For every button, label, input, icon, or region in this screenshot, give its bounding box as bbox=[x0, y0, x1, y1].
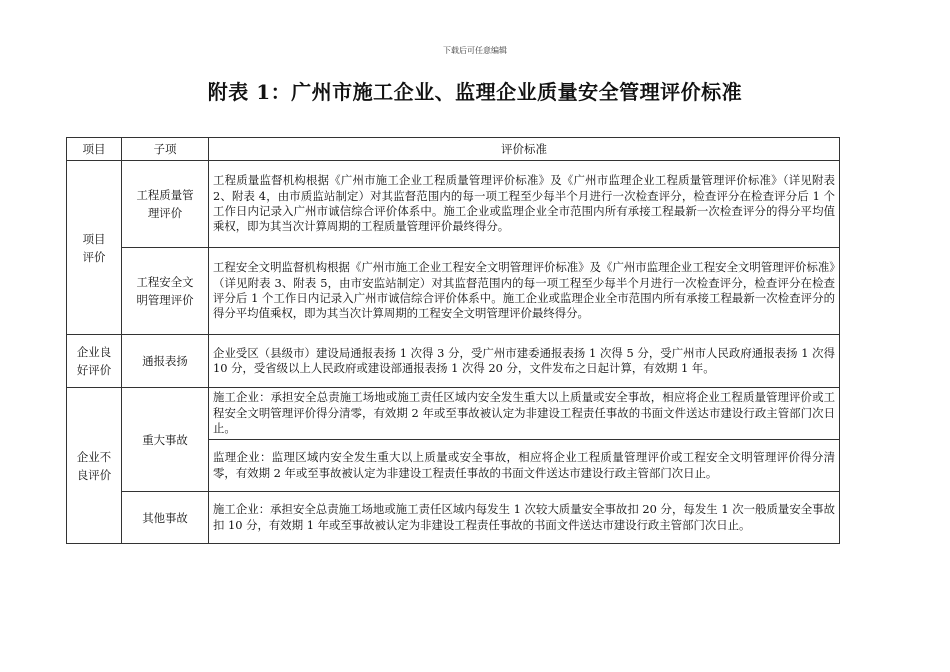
table-row-major-accident-construction bbox=[67, 388, 840, 440]
evaluation-table bbox=[66, 137, 840, 544]
column-header-project: 项目 bbox=[67, 138, 122, 161]
criteria-quality-management: 工程质量监督机构根据《广州市施工企业工程质量管理评价标准》及《广州市监理企业工程质量管理评价标准》（详见附表 2、附表 4，由市质监站制定）对其监督范围内的每一项工程至少每半个月进行一次检查评分，检查评分在检查评分后 1 个工作日内记录入广州市诚信综合评价体系中。施工企业或监理企业全市范围内所有承接工程最新一次检查评分的得分平均值乘权，即为其当次计算周期的工程质量管理评价最终得分。 bbox=[209, 161, 840, 248]
criteria-other-accident: 施工企业：承担安全总责施工场地或施工责任区域内每发生 1 次较大质量安全事故扣 20 分，每发生 1 次一般质量安全事故扣 10 分，有效期 1 年或至事故被认定为非建设工程责任事故的书面文件送达市建设行政主管部门次日止。 bbox=[209, 492, 840, 544]
table-header-row bbox=[67, 138, 840, 161]
category-bad-eval: 企业不 良评价 bbox=[67, 388, 122, 544]
subitem-quality-management: 工程质量管 理评价 bbox=[122, 161, 209, 248]
subitem-safety-management: 工程安全文 明管理评价 bbox=[122, 248, 209, 335]
category-good-eval: 企业良 好评价 bbox=[67, 335, 122, 388]
criteria-major-accident-supervision: 监理企业：监理区域内安全发生重大以上质量或安全事故，相应将企业工程质量管理评价或工程安全文明管理评价得分清零，有效期 2 年或至事故被认定为非建设工程责任事故的书面文件送达市建设行政主管部门次日止。 bbox=[209, 440, 840, 492]
criteria-major-accident-construction: 施工企业：承担安全总责施工场地或施工责任区域内安全发生重大以上质量或安全事故，相应将企业工程质量管理评价或工程安全文明管理评价得分清零，有效期 2 年或至事故被认定为非建设工程责任事故的书面文件送达市建设行政主管部门次日止。 bbox=[209, 388, 840, 440]
column-header-criteria: 评价标准 bbox=[209, 138, 840, 161]
column-header-subitem: 子项 bbox=[122, 138, 209, 161]
subitem-other-accident: 其他事故 bbox=[122, 492, 209, 544]
criteria-commendation: 企业受区（县级市）建设局通报表扬 1 次得 3 分，受广州市建委通报表扬 1 次得 5 分，受广州市人民政府通报表扬 1 次得 10 分，受省级以上人民政府或建设部通报表扬 1 次得 20 分，文件发布之日起计算，有效期 1 年。 bbox=[209, 335, 840, 388]
table-row-safety bbox=[67, 248, 840, 335]
document-title: 附表 1：广州市施工企业、监理企业质量安全管理评价标准 bbox=[207, 80, 743, 104]
criteria-safety-management: 工程安全文明监督机构根据《广州市施工企业工程安全文明管理评价标准》及《广州市监理企业工程安全文明管理评价标准》（详见附表 3、附表 5，由市安监站制定）对其监督范围内的每一项工程至少每半个月进行一次检查评分，检查评分在检查评分后 1 个工作日内记录入广州市诚信综合评价体系中。施工企业或监理企业全市范围内所有承接工程最新一次检查评分的得分平均值乘权，即为其当次计算周期的工程安全文明管理评价最终得分。 bbox=[209, 248, 840, 335]
table-row-good-eval bbox=[67, 335, 840, 388]
subitem-major-accident: 重大事故 bbox=[122, 388, 209, 492]
subitem-commendation: 通报表扬 bbox=[122, 335, 209, 388]
category-project-eval: 项目 评价 bbox=[67, 161, 122, 335]
table-row-quality bbox=[67, 161, 840, 248]
table-row-other-accident bbox=[67, 492, 840, 544]
header-note: 下载后可任意编辑 bbox=[443, 46, 507, 55]
